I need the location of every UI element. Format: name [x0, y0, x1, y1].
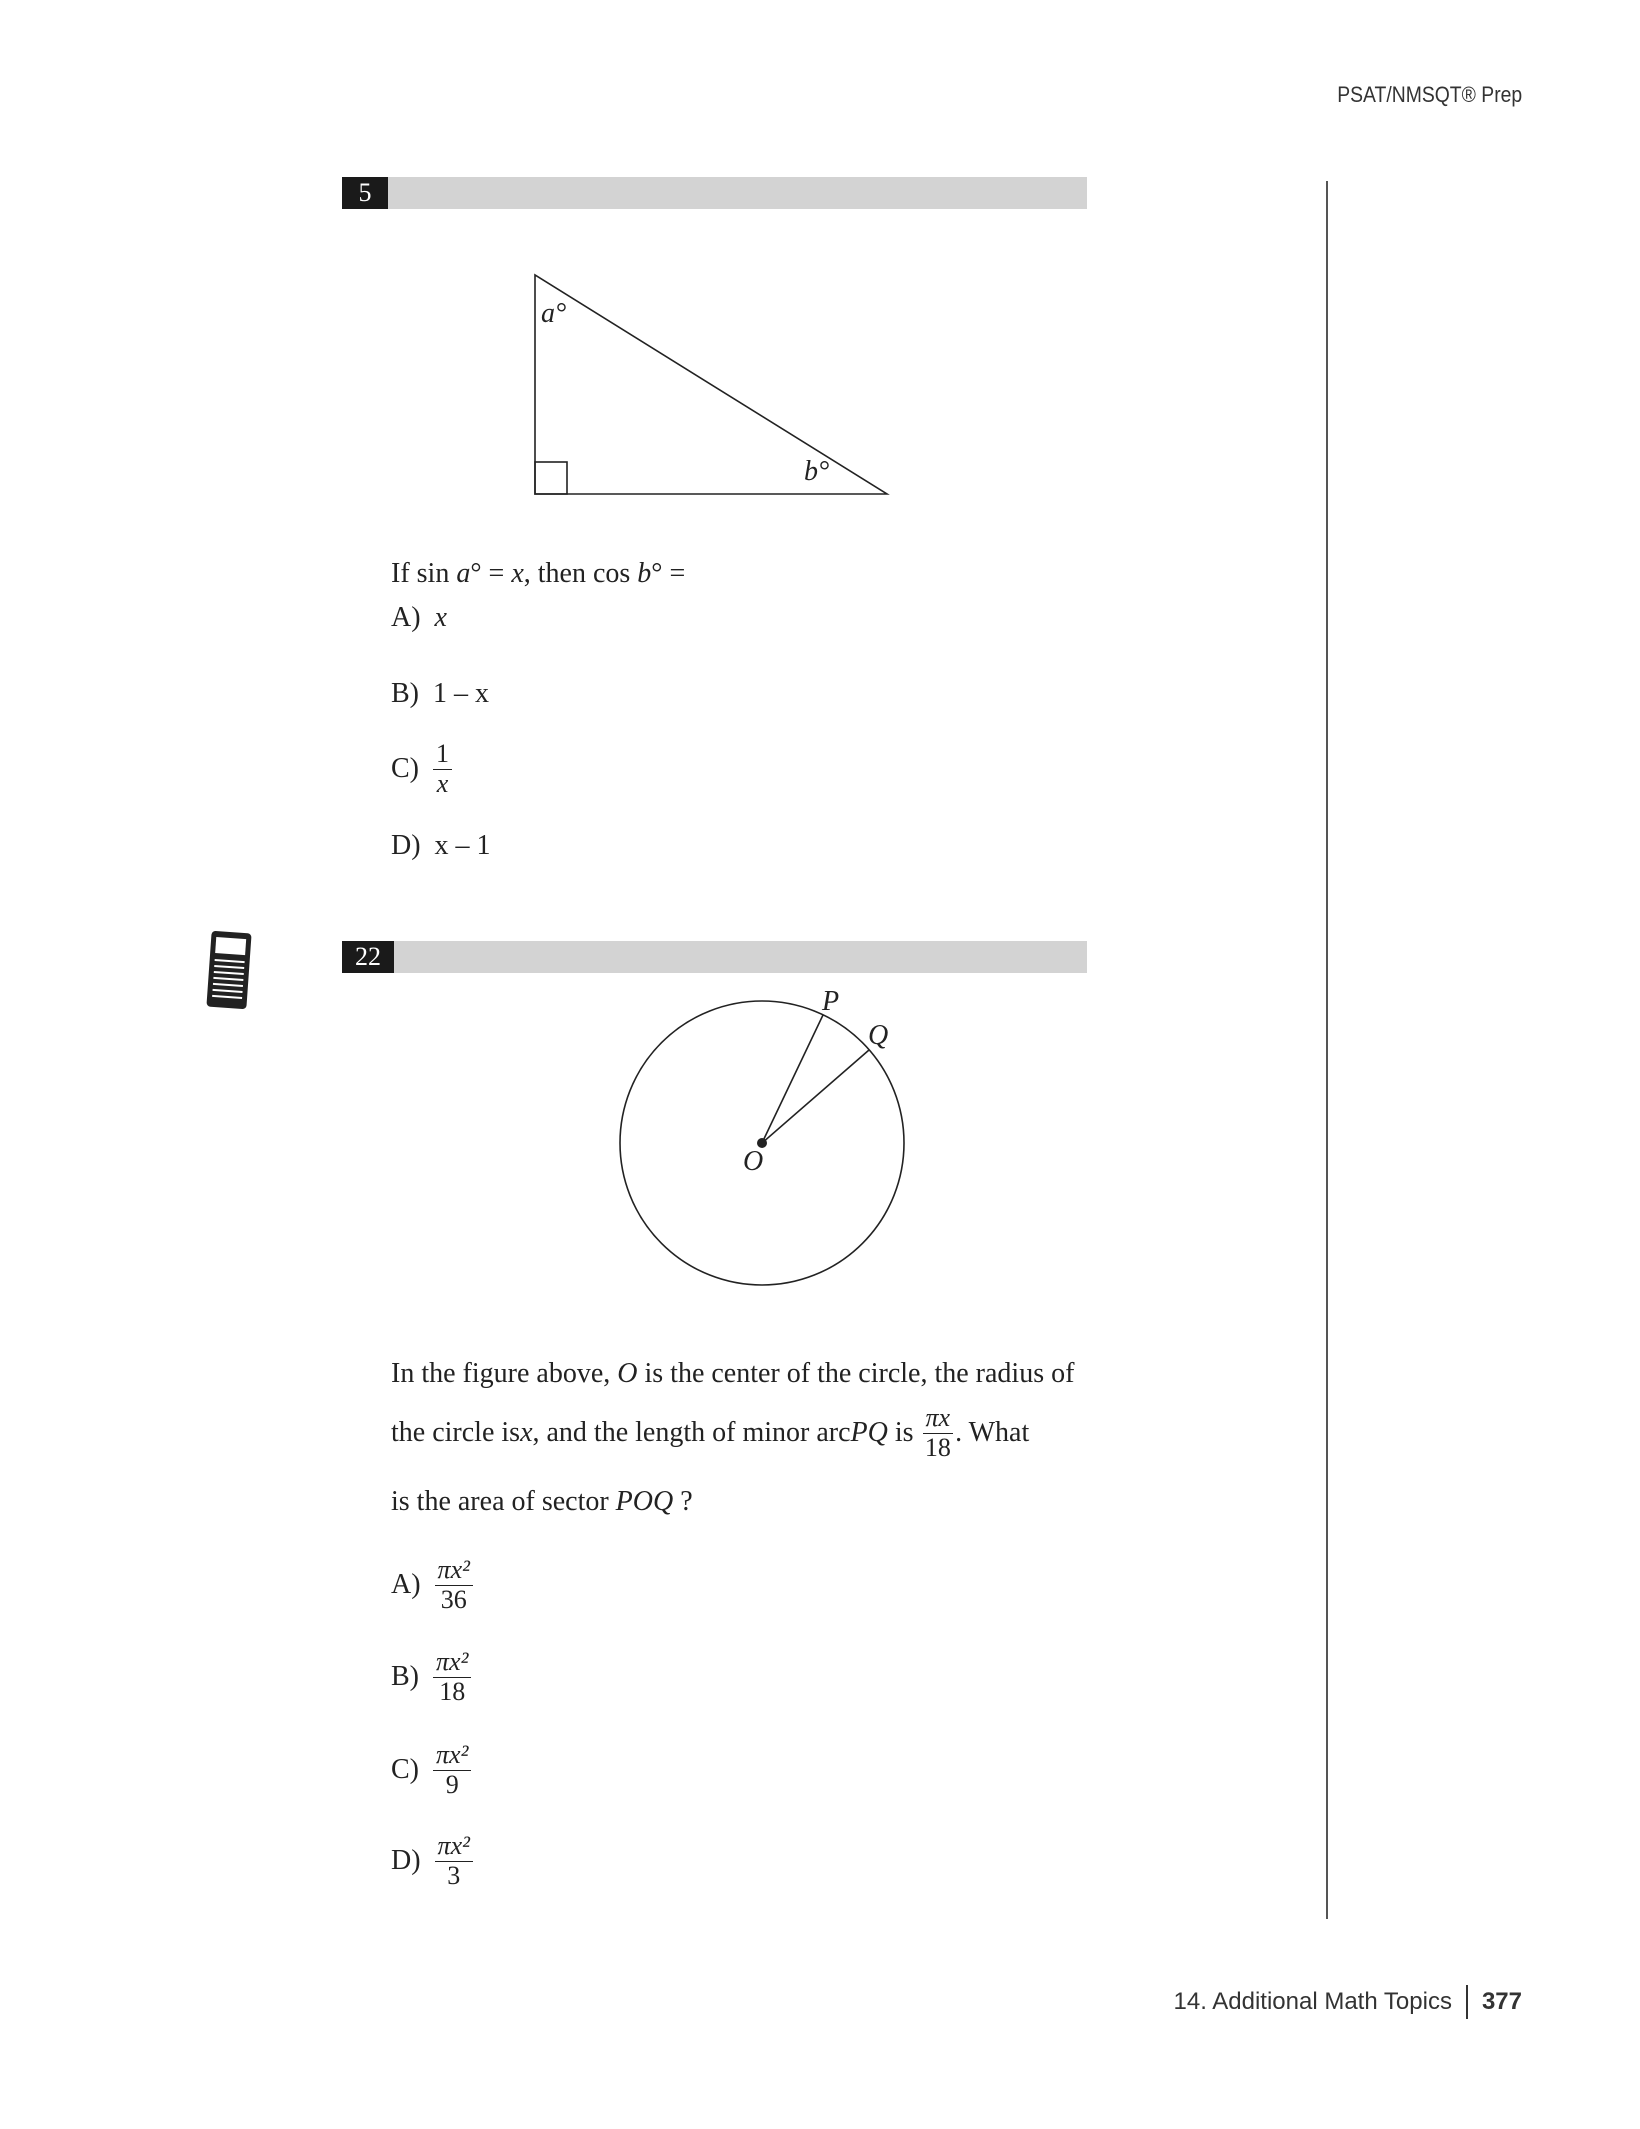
question-number: 22 [342, 941, 394, 973]
option-d[interactable]: D) $\frac{\text{πx²}}{3}$ [391, 1832, 473, 1890]
page-footer [1174, 1985, 1522, 2019]
footer-divider [1466, 1985, 1468, 2019]
question-22-stem-line2: the circle is x , and the length of minor arc PQ is $\frac{\pi x}{18}$ . What [391, 1403, 1030, 1462]
question-5-stem: If sin a° = x, then cos b° = [391, 558, 686, 589]
angle-a-label: a° [541, 298, 567, 329]
center-o-label: O [743, 1146, 764, 1177]
option-b[interactable]: B) 1 – x [391, 678, 489, 709]
page-number: 377 [1481, 1988, 1522, 2015]
option-c[interactable]: C) $\frac{1}{x}$ [391, 740, 452, 798]
option-c[interactable]: C) $\frac{\text{πx²}}{9}$ [391, 1741, 471, 1799]
point-q-label: Q [868, 1020, 889, 1051]
chapter-title: 14. Additional Math Topics [1173, 1988, 1452, 2015]
question-22-stem-line1: In the figure above, O is the center of the circle, the radius of [391, 1358, 1075, 1389]
option-a[interactable]: A) x [391, 602, 447, 633]
angle-b-label: b° [804, 456, 830, 487]
question-number: 5 [342, 177, 388, 209]
running-header: PSAT/NMSQT® Prep [1337, 82, 1522, 107]
option-d[interactable]: D) x – 1 [391, 830, 491, 861]
question-22-stem-line3: is the area of sector POQ ? [391, 1486, 693, 1517]
option-a[interactable]: A) $\frac{\text{πx²}}{36}$ [391, 1556, 473, 1614]
option-b[interactable]: B) $\frac{\text{πx²}}{18}$ [391, 1648, 471, 1706]
point-p-label: P [822, 986, 840, 1017]
